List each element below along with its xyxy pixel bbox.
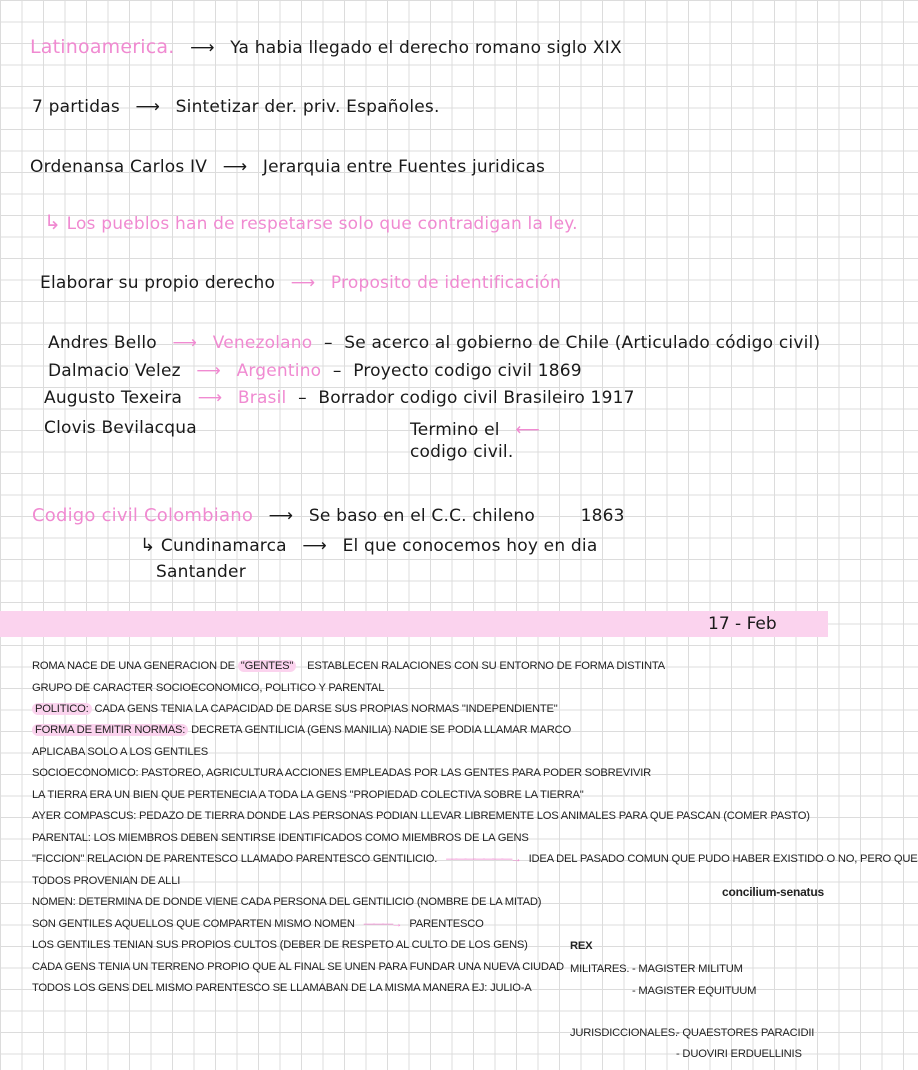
note-line-partidas (32, 97, 440, 117)
highlighted-term: FORMA DE EMITIR NORMAS: (32, 724, 188, 736)
jurist-name: Dalmacio Velez (48, 361, 181, 381)
year: 1863 (580, 506, 625, 526)
jurist-country: Argentino (236, 361, 322, 381)
arrow-right-icon: ⟶ (196, 361, 221, 381)
note-text: El que conocemos hoy en dia (342, 536, 598, 556)
note-term: 7 partidas (32, 97, 120, 117)
note-text: IDEA DEL PASADO COMUN QUE PUDO HABER EXISTIDO O NO, PERO QUE (528, 853, 918, 865)
note-text: PARENTESCO (409, 918, 484, 930)
bottom-note-line (32, 918, 484, 930)
arrow-right-icon: ⟶ (290, 273, 316, 293)
jurist-desc: Proyecto codigo civil 1869 (353, 361, 582, 381)
arrow-right-icon: ⟶ (197, 388, 223, 408)
note-term: Elaborar su propio derecho (40, 273, 276, 293)
dash: – (323, 333, 333, 353)
note-text: "FICCION" RELACION DE PARENTESCO LLAMADO PARENTESCO GENTILICIO. (32, 853, 438, 865)
bottom-note-line (32, 660, 665, 672)
arrow-right-icon: ⟶ (172, 333, 198, 353)
note-line-pueblos (44, 210, 578, 234)
jurist-name: Augusto Texeira (44, 388, 183, 408)
note-text: Jerarquia entre Fuentes juridicas (262, 157, 546, 177)
arrow-right-icon: ⟶ (190, 38, 215, 58)
note-text: Los pueblos han de respetarse solo que contradigan la ley. (66, 214, 578, 234)
note-term: Santander (156, 562, 246, 582)
jurist-country: Venezolano (212, 333, 313, 353)
arrow-right-icon: ⟶ (302, 536, 327, 556)
arrow-right-icon: ⟶ (135, 97, 161, 117)
arrow-right-icon: ⟶ (222, 157, 248, 177)
bottom-note-line: NOMEN: DETERMINA DE DONDE VIENE CADA PERSONA DEL GENTILICIO (NOMBRE DE LA MITAD) (32, 896, 542, 908)
note-line-santander (156, 562, 246, 582)
note-text: codigo civil. (410, 442, 514, 462)
jurist-row (44, 418, 197, 438)
jurist-name: Andres Bello (48, 333, 157, 353)
bottom-note-line: AYER COMPASCUS: PEDAZO DE TIERRA DONDE LAS PERSONAS PODIAN LLEVAR LIBREMENTE LOS ANIMALES PARA QUE PASCAN (COMER PASTO) (32, 810, 810, 822)
bottom-note-line: LA TIERRA ERA UN BIEN QUE PERTENECIA A TODA LA GENS "PROPIEDAD COLECTIVA SOBRE LA TIERRA" (32, 789, 584, 801)
bottom-note-line: CADA GENS TENIA UN TERRENO PROPIO QUE AL FINAL SE UNEN PARA FUNDAR UNA NUEVA CIUDAD (32, 961, 564, 973)
bottom-note-line: APLICABA SOLO A LOS GENTILES (32, 746, 208, 758)
corner-arrow-icon: ↳ (140, 535, 156, 556)
highlighted-term: "GENTES" (238, 660, 296, 672)
note-line-ordenansa (30, 157, 545, 177)
jurist-row (44, 388, 635, 408)
dash: – (298, 388, 307, 408)
bottom-note-line: GRUPO DE CARACTER SOCIOECONOMICO, POLITICO Y PARENTAL (32, 682, 385, 694)
arrow-right-icon: ⟶ (268, 506, 294, 526)
bottom-note-line: SOCIOECONOMICO: PASTOREO, AGRICULTURA ACCIONES EMPLEADAS POR LAS GENTES PARA PODER SOBREVIVIR (32, 767, 652, 779)
bottom-note-line: TODOS PROVENIAN DE ALLI (32, 875, 181, 887)
note-text: Sintetizar der. priv. Españoles. (175, 97, 440, 117)
jurisdiccionales-label: JURISDICCIONALES. (570, 1027, 678, 1039)
note-text: DECRETA GENTILICIA (GENS MANILIA) NADIE SE PODIA LLAMAR MARCO (191, 724, 571, 736)
note-text: Termino el (410, 420, 500, 440)
heading-codigo-colombiano: Codigo civil Colombiano (32, 505, 254, 526)
corner-arrow-icon: ↳ (44, 210, 61, 234)
magistrate-item: - MAGISTER EQUITUUM (632, 985, 757, 997)
bottom-note-line: TODOS LOS GENS DEL MISMO PARENTESCO SE LLAMABAN DE LA MISMA MANERA EJ: JULIO-A (32, 982, 532, 994)
note-text: Ya habia llegado el derecho romano siglo XIX (230, 38, 622, 58)
long-arrow-right-icon: ———→ (363, 918, 401, 930)
termino-note (410, 420, 550, 440)
bottom-note-line: PARENTAL: LOS MIEMBROS DEBEN SENTIRSE IDENTIFICADOS COMO MIEMBROS DE LA GENS (32, 832, 529, 844)
bottom-note-line (32, 703, 558, 715)
note-text: ROMA NACE DE UNA GENERACION DE (32, 660, 235, 672)
note-line-elaborar (40, 273, 561, 293)
note-line-codigo-colombiano (32, 505, 625, 526)
militares-label: MILITARES. (570, 963, 630, 975)
note-text: ESTABLECEN RALACIONES CON SU ENTORNO DE FORMA DISTINTA (307, 660, 665, 672)
dash: – (332, 361, 342, 381)
termino-note-2 (410, 442, 513, 462)
date-highlight-band (0, 611, 828, 637)
magistrate-item: - MAGISTER MILITUM (632, 963, 743, 975)
note-text: Proposito de identificación (330, 273, 562, 293)
jurist-row (48, 333, 820, 353)
date-label: 17 - Feb (708, 614, 777, 634)
note-line-cundinamarca (140, 535, 597, 556)
heading-latinoamerica: Latinoamerica. (30, 36, 175, 58)
note-term: Cundinamarca (160, 536, 287, 556)
concilium-senatus-label: concilium-senatus (722, 885, 824, 899)
arrow-left-icon: ⟵ (515, 420, 540, 440)
jurist-name: Clovis Bevilacqua (44, 418, 197, 438)
note-text: SON GENTILES AQUELLOS QUE COMPARTEN MISMO NOMEN (32, 918, 355, 930)
bottom-note-line (32, 724, 571, 736)
jurist-row (48, 361, 582, 381)
long-arrow-right-icon: ———————→ (446, 853, 520, 865)
highlighted-term: POLITICO: (32, 703, 92, 715)
magistrate-item: - QUAESTORES PARACIDII (676, 1027, 815, 1039)
note-text: Se baso en el C.C. chileno (308, 506, 535, 526)
note-line-latinoamerica (30, 36, 622, 58)
bottom-note-line: LOS GENTILES TENIAN SUS PROPIOS CULTOS (DEBER DE RESPETO AL CULTO DE LOS GENS) (32, 939, 528, 951)
magistrate-item: - DUOVIRI ERDUELLINIS (676, 1048, 802, 1060)
note-term: Ordenansa Carlos IV (30, 157, 208, 177)
rex-label: REX (570, 940, 593, 952)
jurist-desc: Se acerco al gobierno de Chile (Articulado código civil) (344, 333, 821, 353)
note-text: CADA GENS TENIA LA CAPACIDAD DE DARSE SUS PROPIAS NORMAS "INDEPENDIENTE" (94, 703, 558, 715)
jurist-country: Brasil (237, 388, 287, 408)
jurist-desc: Borrador codigo civil Brasileiro 1917 (318, 388, 635, 408)
bottom-note-line (32, 853, 918, 865)
